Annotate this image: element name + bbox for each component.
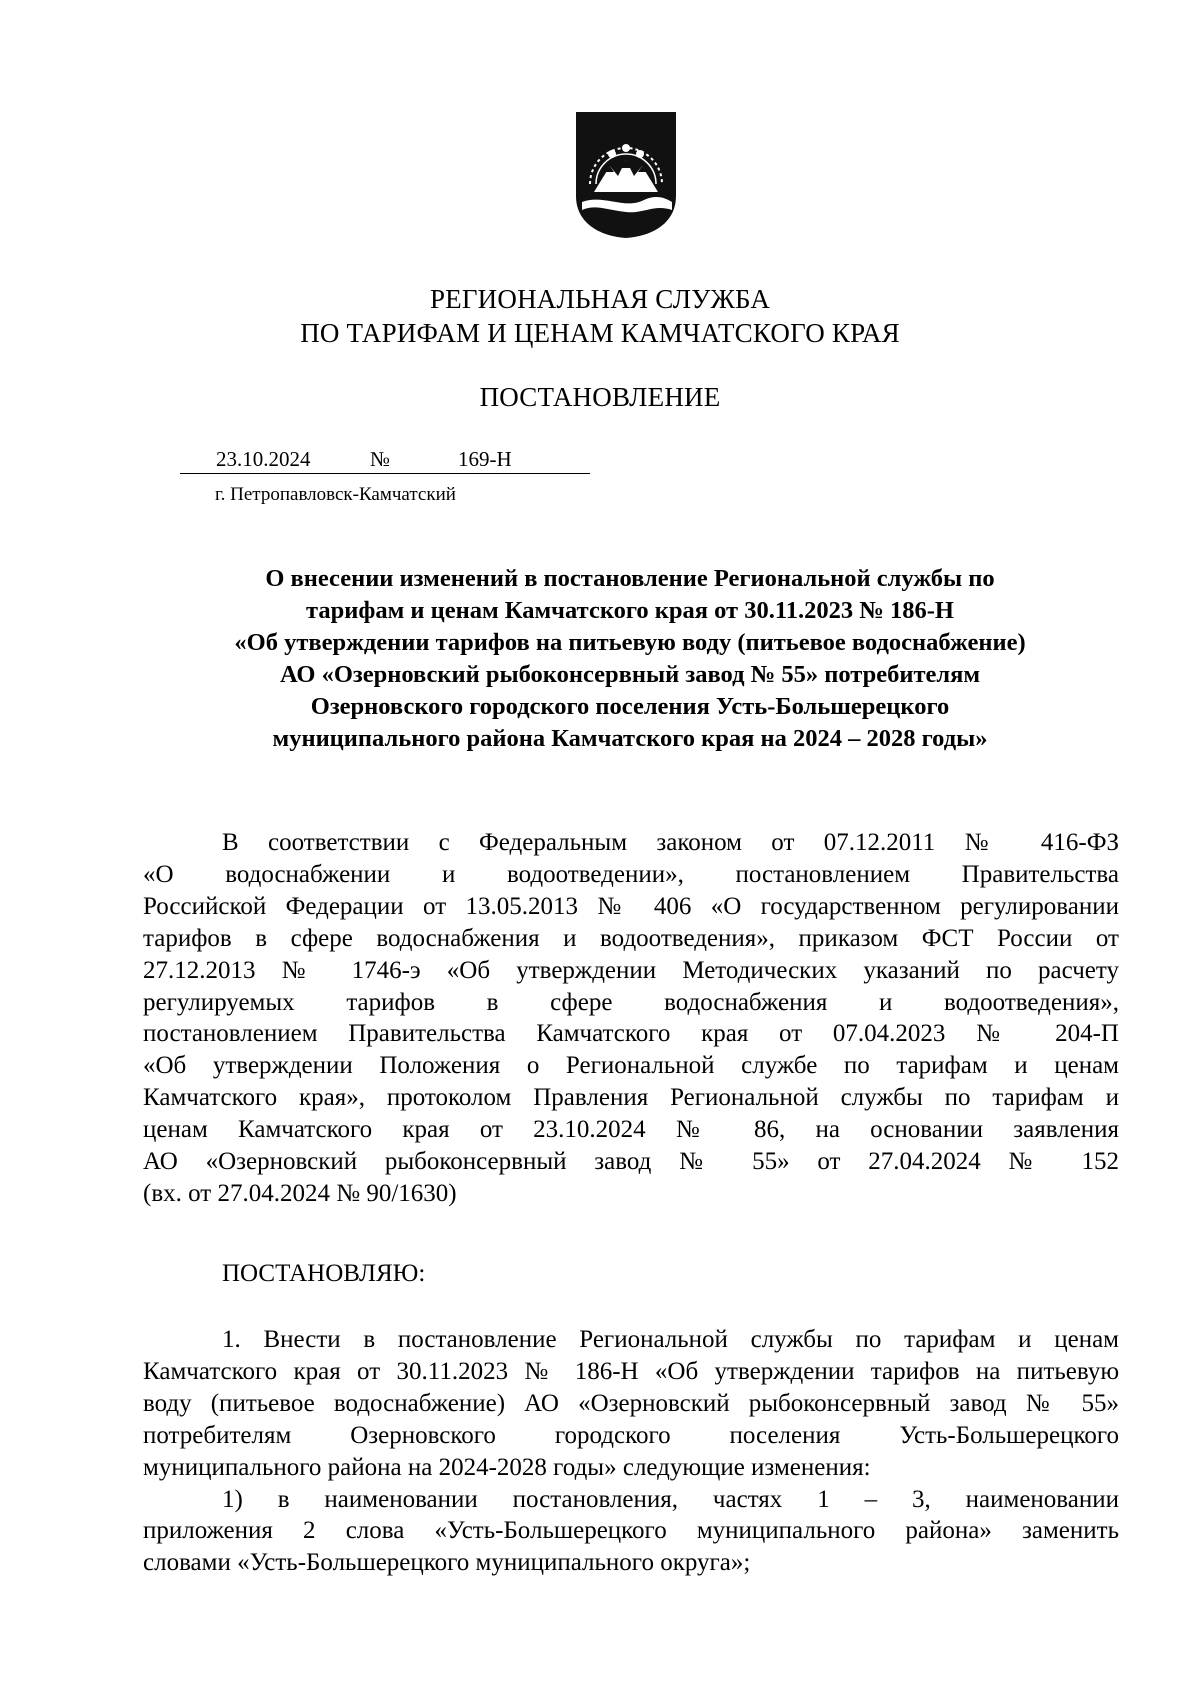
title-line: тарифам и ценам Камчатского края от 30.11.2023 № 186-Н [306,597,954,624]
organization-name-line-1: РЕГИОНАЛЬНАЯ СЛУЖБА [429,284,771,314]
subitem-1-line: приложения 2 слова «Усть-Большерецкого муниципального района» заменить [143,1517,1119,1545]
preamble-line: Российской Федерации от 13.05.2013 № 406 «О государственном регулировании [143,892,1119,920]
item-line: воду (питьевое водоснабжение) АО «Озерновский рыбоконсервный завод № 55» [143,1389,1119,1417]
organization-name-line-2: ПО ТАРИФАМ И ЦЕНАМ КАМЧАТСКОГО КРАЯ [300,318,900,348]
subitem-1-line: словами «Усть-Большерецкого муниципального округа»; [143,1549,751,1577]
date-number-row [180,447,590,475]
issuing-city: г. Петропавловск-Камчатский [215,484,456,505]
item-line: муниципального района на 2024-2028 годы» следующие изменения: [143,1453,871,1481]
document-number: 169-Н [458,447,512,471]
preamble-line: постановлением Правительства Камчатского края от 07.04.2023 № 204-П [143,1020,1119,1048]
preamble-line: тарифов в сфере водоснабжения и водоотведения», приказом ФСТ России от [143,924,1119,952]
document-date: 23.10.2024 [216,447,311,471]
kamchatka-coat-of-arms-emblem [574,110,678,240]
title-line: муниципального района Камчатского края на 2024 – 2028 годы» [272,725,988,752]
subitem-1-line: 1) в наименовании постановления, частях 1 – 3, наименовании [222,1485,1119,1513]
preamble-line: В соответствии с Федеральным законом от 07.12.2011 № 416-ФЗ [222,829,1119,856]
item-line: потребителям Озерновского городского поселения Усть-Большерецкого [143,1421,1119,1449]
item-1-paragraph [143,1324,1119,1579]
decree-word: ПОСТАНОВЛЯЮ: [222,1260,426,1287]
title-line: «Об утверждении тарифов на питьевую воду (питьевое водоснабжение) [234,629,1026,656]
preamble-line: (вх. от 27.04.2024 № 90/1630) [143,1179,457,1207]
preamble-line: ценам Камчатского края от 23.10.2024 № 86, на основании заявления [143,1116,1119,1144]
preamble-line: Камчатского края», протоколом Правления Региональной службы по тарифам и [143,1084,1119,1112]
title-line: АО «Озерновский рыбоконсервный завод № 55» потребителям [279,661,981,688]
date-number-underline [180,473,590,474]
document-title [140,563,1120,755]
preamble-line: «О водоснабжении и водоотведении», постановлением Правительства [143,860,1119,888]
document-type-heading: ПОСТАНОВЛЕНИЕ [479,382,721,412]
item-line: 1. Внести в постановление Региональной службы по тарифам и ценам [222,1326,1119,1353]
number-sign: № [370,447,391,471]
preamble-line: 27.12.2013 № 1746-э «Об утверждении Методических указаний по расчету [143,956,1119,984]
preamble-line: АО «Озерновский рыбоконсервный завод № 55» от 27.04.2024 № 152 [143,1148,1119,1176]
preamble-line: «Об утверждении Положения о Региональной службе по тарифам и ценам [143,1052,1119,1080]
title-line: Озерновского городского поселения Усть-Большерецкого [310,693,950,720]
preamble-paragraph [143,827,1119,1210]
title-line: О внесении изменений в постановление Региональной службы по [265,565,995,592]
item-line: Камчатского края от 30.11.2023 № 186-Н «Об утверждении тарифов на питьевую [143,1357,1119,1385]
preamble-line: регулируемых тарифов в сфере водоснабжения и водоотведения», [143,988,1119,1016]
